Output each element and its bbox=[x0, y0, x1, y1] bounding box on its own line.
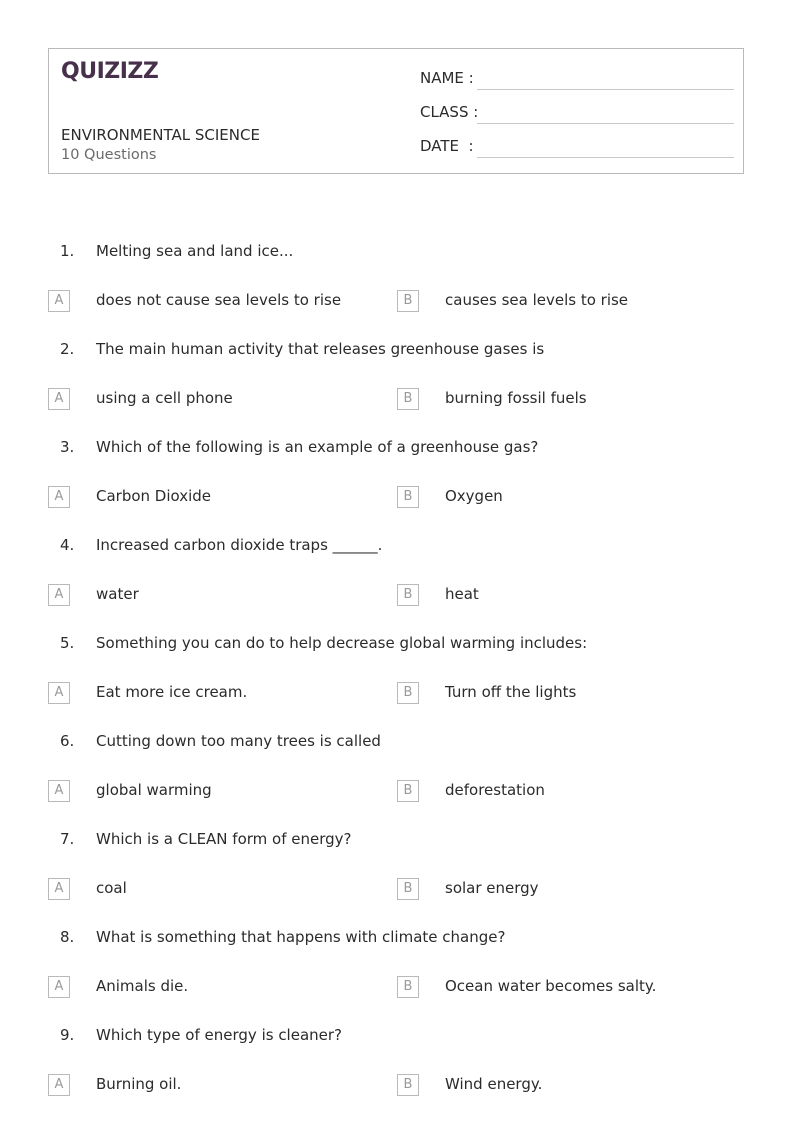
option-b-text: causes sea levels to rise bbox=[445, 291, 629, 309]
question-number: 1. bbox=[60, 242, 75, 260]
question-1-options bbox=[0, 291, 794, 315]
question-text: Melting sea and land ice... bbox=[96, 242, 294, 260]
question-3 bbox=[0, 438, 794, 462]
option-a-text: does not cause sea levels to rise bbox=[96, 291, 342, 309]
question-5 bbox=[0, 634, 794, 658]
date-line[interactable] bbox=[477, 157, 734, 158]
option-b-box[interactable]: B bbox=[397, 388, 419, 410]
question-2-options bbox=[0, 389, 794, 413]
worksheet-title: ENVIRONMENTAL SCIENCE bbox=[61, 126, 260, 144]
question-1 bbox=[0, 242, 794, 266]
question-8-options bbox=[0, 977, 794, 1001]
class-field[interactable] bbox=[420, 103, 734, 125]
question-count: 10 Questions bbox=[61, 147, 157, 163]
question-number: 2. bbox=[60, 340, 75, 358]
question-number: 9. bbox=[60, 1026, 75, 1044]
option-a-box[interactable]: A bbox=[48, 584, 70, 606]
date-field[interactable] bbox=[420, 137, 734, 159]
question-3-options bbox=[0, 487, 794, 511]
question-text: Cutting down too many trees is called bbox=[96, 732, 381, 750]
option-a-box[interactable]: A bbox=[48, 1074, 70, 1096]
worksheet-header bbox=[48, 48, 744, 174]
option-a-box[interactable]: A bbox=[48, 290, 70, 312]
question-number: 4. bbox=[60, 536, 75, 554]
option-b-text: Ocean water becomes salty. bbox=[445, 977, 657, 995]
question-number: 6. bbox=[60, 732, 75, 750]
option-a-box[interactable]: A bbox=[48, 878, 70, 900]
question-text: The main human activity that releases greenhouse gases is bbox=[96, 340, 545, 358]
question-text: Which of the following is an example of a greenhouse gas? bbox=[96, 438, 539, 456]
question-7-options bbox=[0, 879, 794, 903]
question-text: Which is a CLEAN form of energy? bbox=[96, 830, 352, 848]
option-b-box[interactable]: B bbox=[397, 584, 419, 606]
option-a-text: using a cell phone bbox=[96, 389, 233, 407]
option-b-text: heat bbox=[445, 585, 479, 603]
option-a-box[interactable]: A bbox=[48, 388, 70, 410]
name-field[interactable] bbox=[420, 69, 734, 91]
option-a-text: global warming bbox=[96, 781, 212, 799]
option-b-text: solar energy bbox=[445, 879, 539, 897]
question-9-options bbox=[0, 1075, 794, 1099]
question-number: 7. bbox=[60, 830, 75, 848]
option-a-text: water bbox=[96, 585, 139, 603]
option-b-text: Turn off the lights bbox=[445, 683, 577, 701]
option-b-box[interactable]: B bbox=[397, 780, 419, 802]
option-b-box[interactable]: B bbox=[397, 878, 419, 900]
question-text: Something you can do to help decrease global warming includes: bbox=[96, 634, 588, 652]
option-b-box[interactable]: B bbox=[397, 976, 419, 998]
quizizz-logo: QUIZIZZ bbox=[61, 59, 159, 84]
option-a-text: Animals die. bbox=[96, 977, 189, 995]
question-4 bbox=[0, 536, 794, 560]
option-b-text: burning fossil fuels bbox=[445, 389, 587, 407]
option-a-box[interactable]: A bbox=[48, 486, 70, 508]
option-b-text: Wind energy. bbox=[445, 1075, 543, 1093]
option-a-text: Burning oil. bbox=[96, 1075, 182, 1093]
option-a-text: Carbon Dioxide bbox=[96, 487, 212, 505]
class-line[interactable] bbox=[477, 123, 734, 124]
name-line[interactable] bbox=[477, 89, 734, 90]
question-text: Which type of energy is cleaner? bbox=[96, 1026, 343, 1044]
option-b-text: deforestation bbox=[445, 781, 545, 799]
option-a-box[interactable]: A bbox=[48, 780, 70, 802]
question-number: 5. bbox=[60, 634, 75, 652]
question-7 bbox=[0, 830, 794, 854]
option-a-box[interactable]: A bbox=[48, 682, 70, 704]
option-b-box[interactable]: B bbox=[397, 290, 419, 312]
question-number: 8. bbox=[60, 928, 75, 946]
question-9 bbox=[0, 1026, 794, 1050]
question-4-options bbox=[0, 585, 794, 609]
option-b-text: Oxygen bbox=[445, 487, 503, 505]
question-text: What is something that happens with climate change? bbox=[96, 928, 506, 946]
question-5-options bbox=[0, 683, 794, 707]
class-label: CLASS : bbox=[420, 103, 479, 121]
question-number: 3. bbox=[60, 438, 75, 456]
question-6-options bbox=[0, 781, 794, 805]
question-8 bbox=[0, 928, 794, 952]
option-b-box[interactable]: B bbox=[397, 486, 419, 508]
option-a-text: Eat more ice cream. bbox=[96, 683, 248, 701]
option-a-text: coal bbox=[96, 879, 127, 897]
option-b-box[interactable]: B bbox=[397, 1074, 419, 1096]
option-a-box[interactable]: A bbox=[48, 976, 70, 998]
question-6 bbox=[0, 732, 794, 756]
question-text: Increased carbon dioxide traps ______. bbox=[96, 536, 383, 554]
question-2 bbox=[0, 340, 794, 364]
date-label: DATE : bbox=[420, 137, 474, 155]
option-b-box[interactable]: B bbox=[397, 682, 419, 704]
name-label: NAME : bbox=[420, 69, 474, 87]
